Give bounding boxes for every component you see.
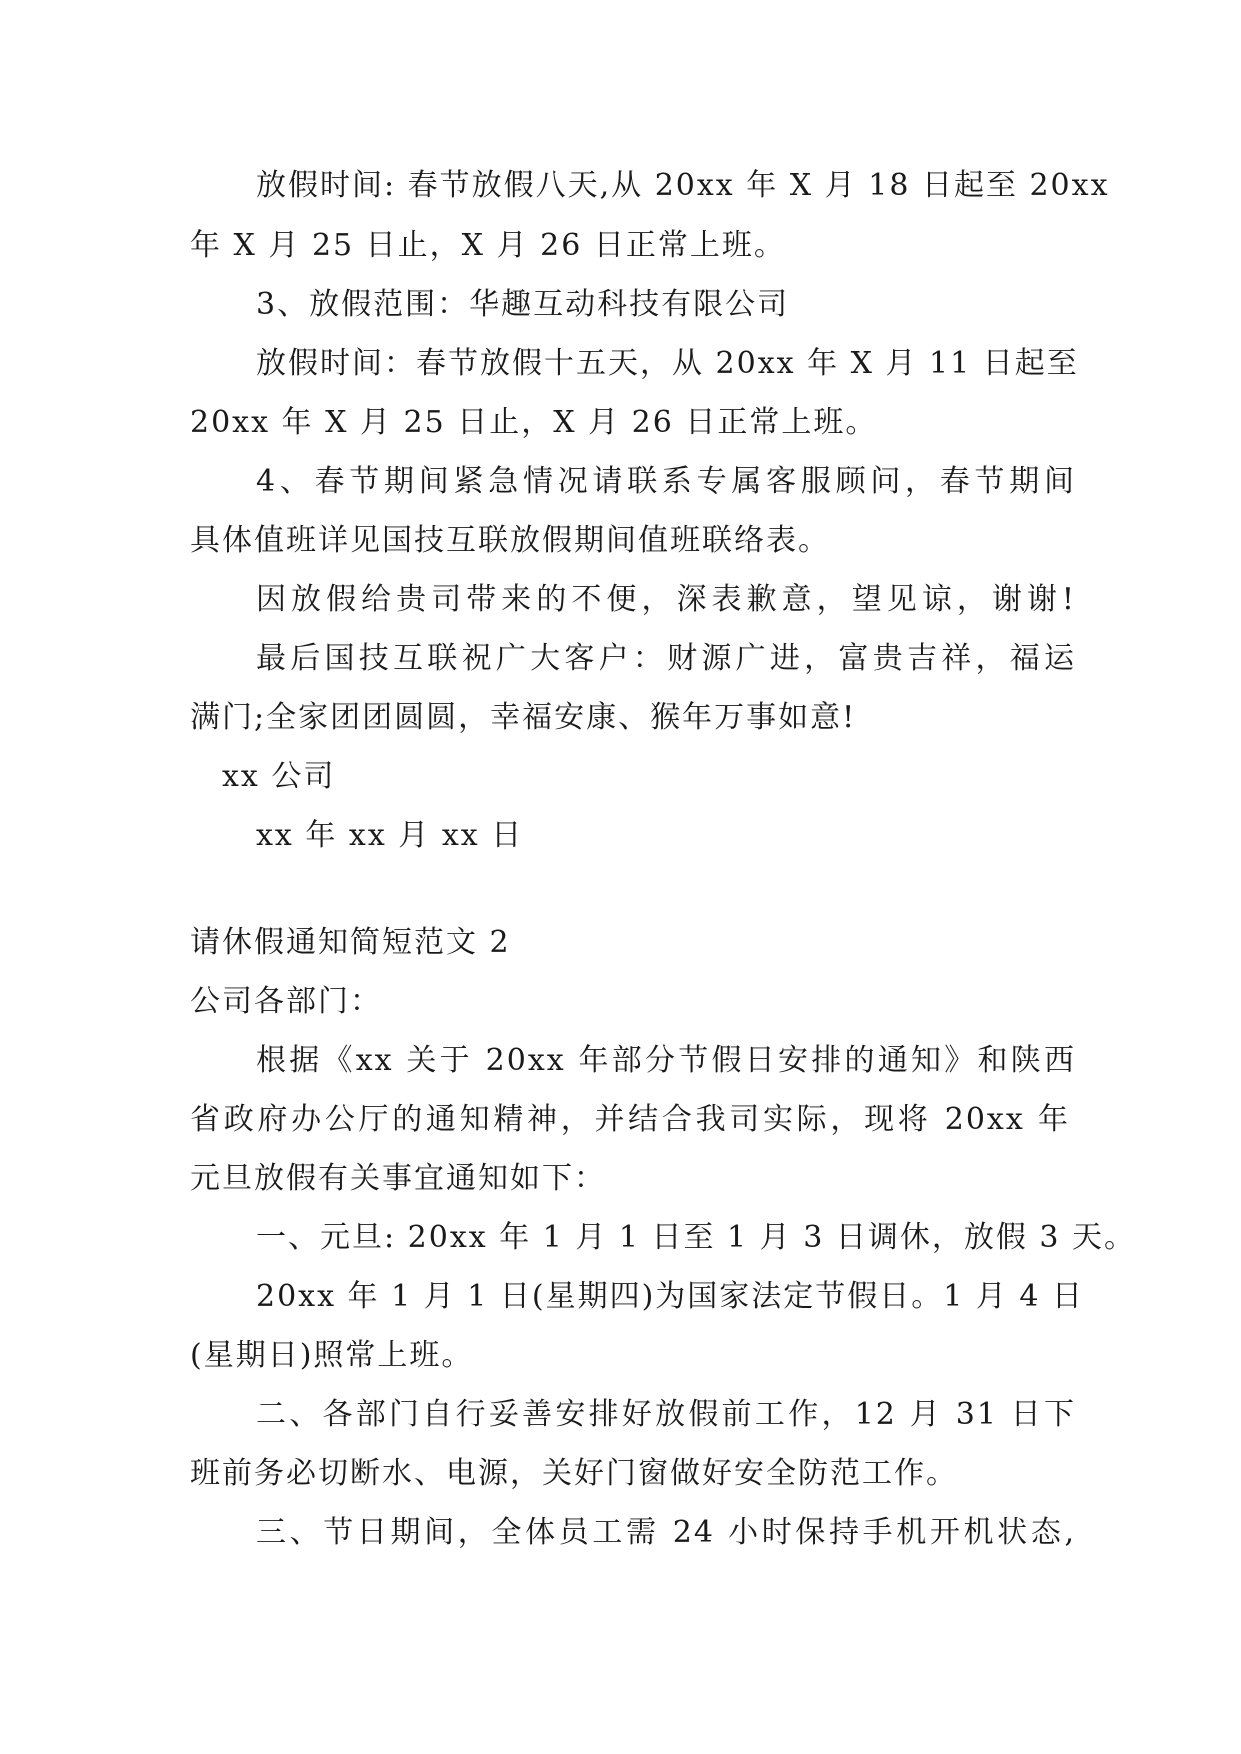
text-line: 20xx 年 X 月 25 日止，X 月 26 日正常上班。 xyxy=(190,405,878,440)
text-line: 因放假给贵司带来的不便，深表歉意，望见谅，谢谢! xyxy=(256,582,1076,617)
text-line: 20xx 年 1 月 1 日(星期四)为国家法定节假日。1 月 4 日 xyxy=(256,1279,1085,1314)
text-line: 班前务必切断水、电源，关好门窗做好安全防范工作。 xyxy=(190,1456,958,1491)
text-line: 满门;全家团团圆圆，幸福安康、猴年万事如意! xyxy=(190,700,857,735)
section-title: 请休假通知简短范文 2 xyxy=(190,925,511,960)
text-line: 年 X 月 25 日止，X 月 26 日正常上班。 xyxy=(190,228,786,263)
text-line: 根据《xx 关于 20xx 年部分节假日安排的通知》和陕西 xyxy=(256,1043,1076,1078)
salutation: 公司各部门： xyxy=(190,984,382,1019)
text-line: 具体值班详见国技互联放假期间值班联络表。 xyxy=(190,523,830,558)
text-line: 3、放假范围：华趣互动科技有限公司 xyxy=(256,287,790,322)
text-line: 一、元旦: 20xx 年 1 月 1 日至 1 月 3 日调休，放假 3 天。 xyxy=(256,1220,1136,1255)
text-line: 4、春节期间紧急情况请联系专属客服顾问，春节期间 xyxy=(256,464,1076,499)
text-line: 省政府办公厅的通知精神，并结合我司实际，现将 20xx 年 xyxy=(190,1102,1070,1137)
text-line: 元旦放假有关事宜通知如下： xyxy=(190,1161,606,1196)
signature-company: xx 公司 xyxy=(222,759,336,794)
text-line: 放假时间: 春节放假八天,从 20xx 年 X 月 18 日起至 20xx xyxy=(256,168,1110,203)
text-line: (星期日)照常上班。 xyxy=(190,1338,474,1373)
signature-date: xx 年 xx 月 xx 日 xyxy=(256,818,524,853)
text-line: 放假时间：春节放假十五天，从 20xx 年 X 月 11 日起至 xyxy=(256,346,1079,381)
text-line: 最后国技互联祝广大客户：财源广进，富贵吉祥，福运 xyxy=(256,641,1076,676)
text-line: 三、节日期间，全体员工需 24 小时保持手机开机状态, xyxy=(256,1515,1076,1550)
text-line: 二、各部门自行妥善安排好放假前工作，12 月 31 日下 xyxy=(256,1397,1076,1432)
